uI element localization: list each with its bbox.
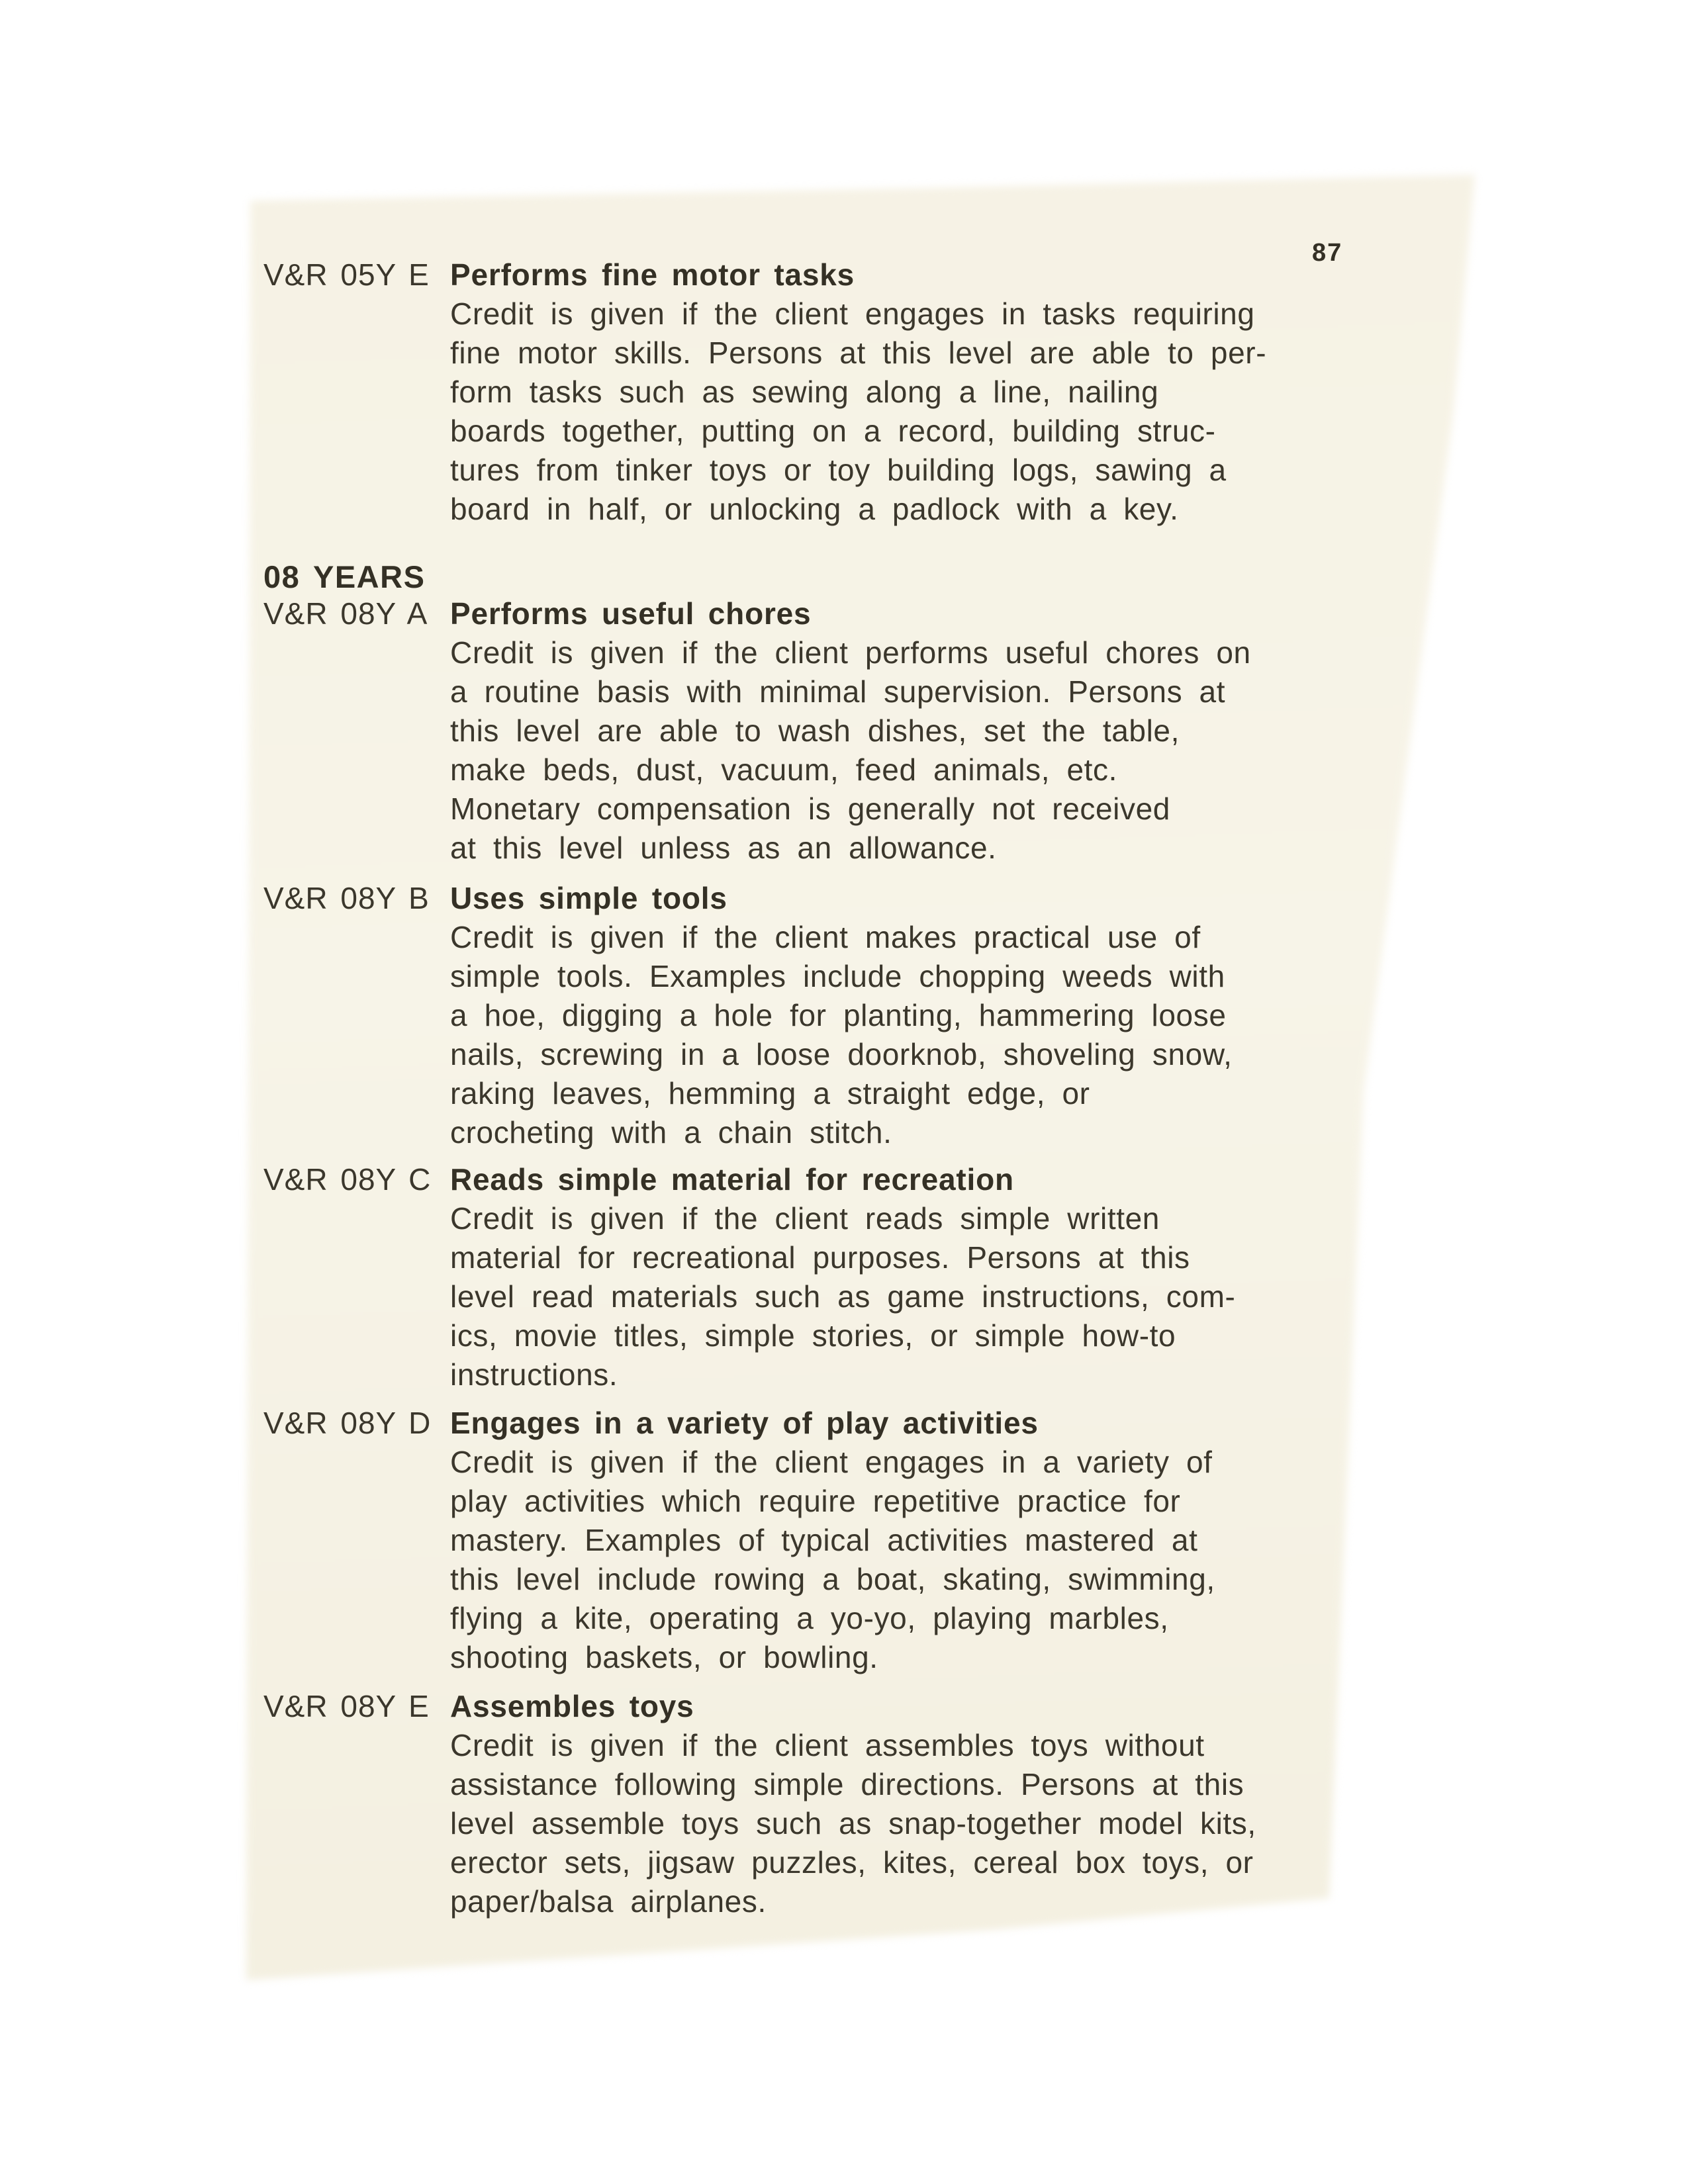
body-line: this level are able to wash dishes, set the table, xyxy=(450,713,1180,748)
body-line: form tasks such as sewing along a line, nailing xyxy=(450,375,1159,409)
page-number: 87 xyxy=(1312,239,1343,267)
body-line: level read materials such as game instructions, com- xyxy=(450,1279,1236,1314)
body-line: assistance following simple directions. Persons at this xyxy=(450,1767,1244,1801)
item-content xyxy=(450,594,1350,868)
body-line: paper/balsa airplanes. xyxy=(450,1884,767,1919)
body-line: make beds, dust, vacuum, feed animals, etc. xyxy=(450,752,1118,787)
body-line: raking leaves, hemming a straight edge, or xyxy=(450,1076,1090,1111)
item-code-label: V&R 08Y C xyxy=(263,1162,432,1197)
item-content xyxy=(450,1404,1350,1677)
item-body xyxy=(450,918,1350,1152)
body-line: play activities which require repetitive practice for xyxy=(450,1484,1181,1518)
item-heading: Engages in a variety of play activities xyxy=(450,1406,1039,1440)
item-body xyxy=(450,1726,1350,1921)
body-line: simple tools. Examples include chopping weeds with xyxy=(450,959,1225,993)
body-line: flying a kite, operating a yo-yo, playing marbles, xyxy=(450,1601,1169,1635)
item-code-label: V&R 08Y D xyxy=(263,1406,432,1440)
body-line: Credit is given if the client engages in a variety of xyxy=(450,1445,1213,1479)
item-code-label: V&R 08Y A xyxy=(263,596,428,631)
body-line: instructions. xyxy=(450,1357,618,1392)
body-line: level assemble toys such as snap-together model kits, xyxy=(450,1806,1256,1841)
body-line: nails, screwing in a loose doorknob, shoveling snow, xyxy=(450,1037,1233,1071)
body-line: tures from tinker toys or toy building logs, sawing a xyxy=(450,453,1227,487)
body-line: Credit is given if the client engages in tasks requiring xyxy=(450,296,1255,331)
body-line: fine motor skills. Persons at this level are able to per- xyxy=(450,336,1267,370)
item-code-label: V&R 08Y E xyxy=(263,1689,430,1723)
body-line: erector sets, jigsaw puzzles, kites, cereal box toys, or xyxy=(450,1845,1254,1880)
body-line: mastery. Examples of typical activities mastered at xyxy=(450,1523,1198,1557)
body-line: this level include rowing a boat, skating, swimming, xyxy=(450,1562,1215,1596)
item-body xyxy=(450,1443,1350,1677)
item-body xyxy=(450,633,1350,868)
item-heading: Uses simple tools xyxy=(450,881,727,915)
body-line: Monetary compensation is generally not received xyxy=(450,792,1170,826)
body-line: board in half, or unlocking a padlock with a key. xyxy=(450,492,1179,526)
item-heading: Performs fine motor tasks xyxy=(450,257,855,292)
item-body xyxy=(450,295,1350,529)
body-line: material for recreational purposes. Persons at this xyxy=(450,1240,1190,1275)
body-line: at this level unless as an allowance. xyxy=(450,831,997,865)
body-line: boards together, putting on a record, building struc- xyxy=(450,414,1216,448)
item-body xyxy=(450,1199,1350,1394)
body-line: a hoe, digging a hole for planting, hammering loose xyxy=(450,998,1227,1032)
body-line: Credit is given if the client performs useful chores on xyxy=(450,635,1251,670)
body-line: ics, movie titles, simple stories, or simple how-to xyxy=(450,1318,1176,1353)
item-content xyxy=(450,879,1350,1152)
item-heading: Performs useful chores xyxy=(450,596,812,631)
body-line: Credit is given if the client assembles toys without xyxy=(450,1728,1205,1762)
item-content xyxy=(450,255,1350,529)
body-line: crocheting with a chain stitch. xyxy=(450,1115,892,1150)
body-line: Credit is given if the client reads simple written xyxy=(450,1201,1160,1236)
item-code-label: V&R 08Y B xyxy=(263,881,430,915)
item-heading: Reads simple material for recreation xyxy=(450,1162,1014,1197)
item-content xyxy=(450,1160,1350,1394)
item-content xyxy=(450,1687,1350,1921)
body-line: a routine basis with minimal supervision. Persons at xyxy=(450,674,1226,709)
body-line: shooting baskets, or bowling. xyxy=(450,1640,878,1674)
body-line: Credit is given if the client makes practical use of xyxy=(450,920,1201,954)
item-code-label: V&R 05Y E xyxy=(263,257,430,292)
item-heading: Assembles toys xyxy=(450,1689,694,1723)
year-header: 08 YEARS xyxy=(263,559,426,594)
